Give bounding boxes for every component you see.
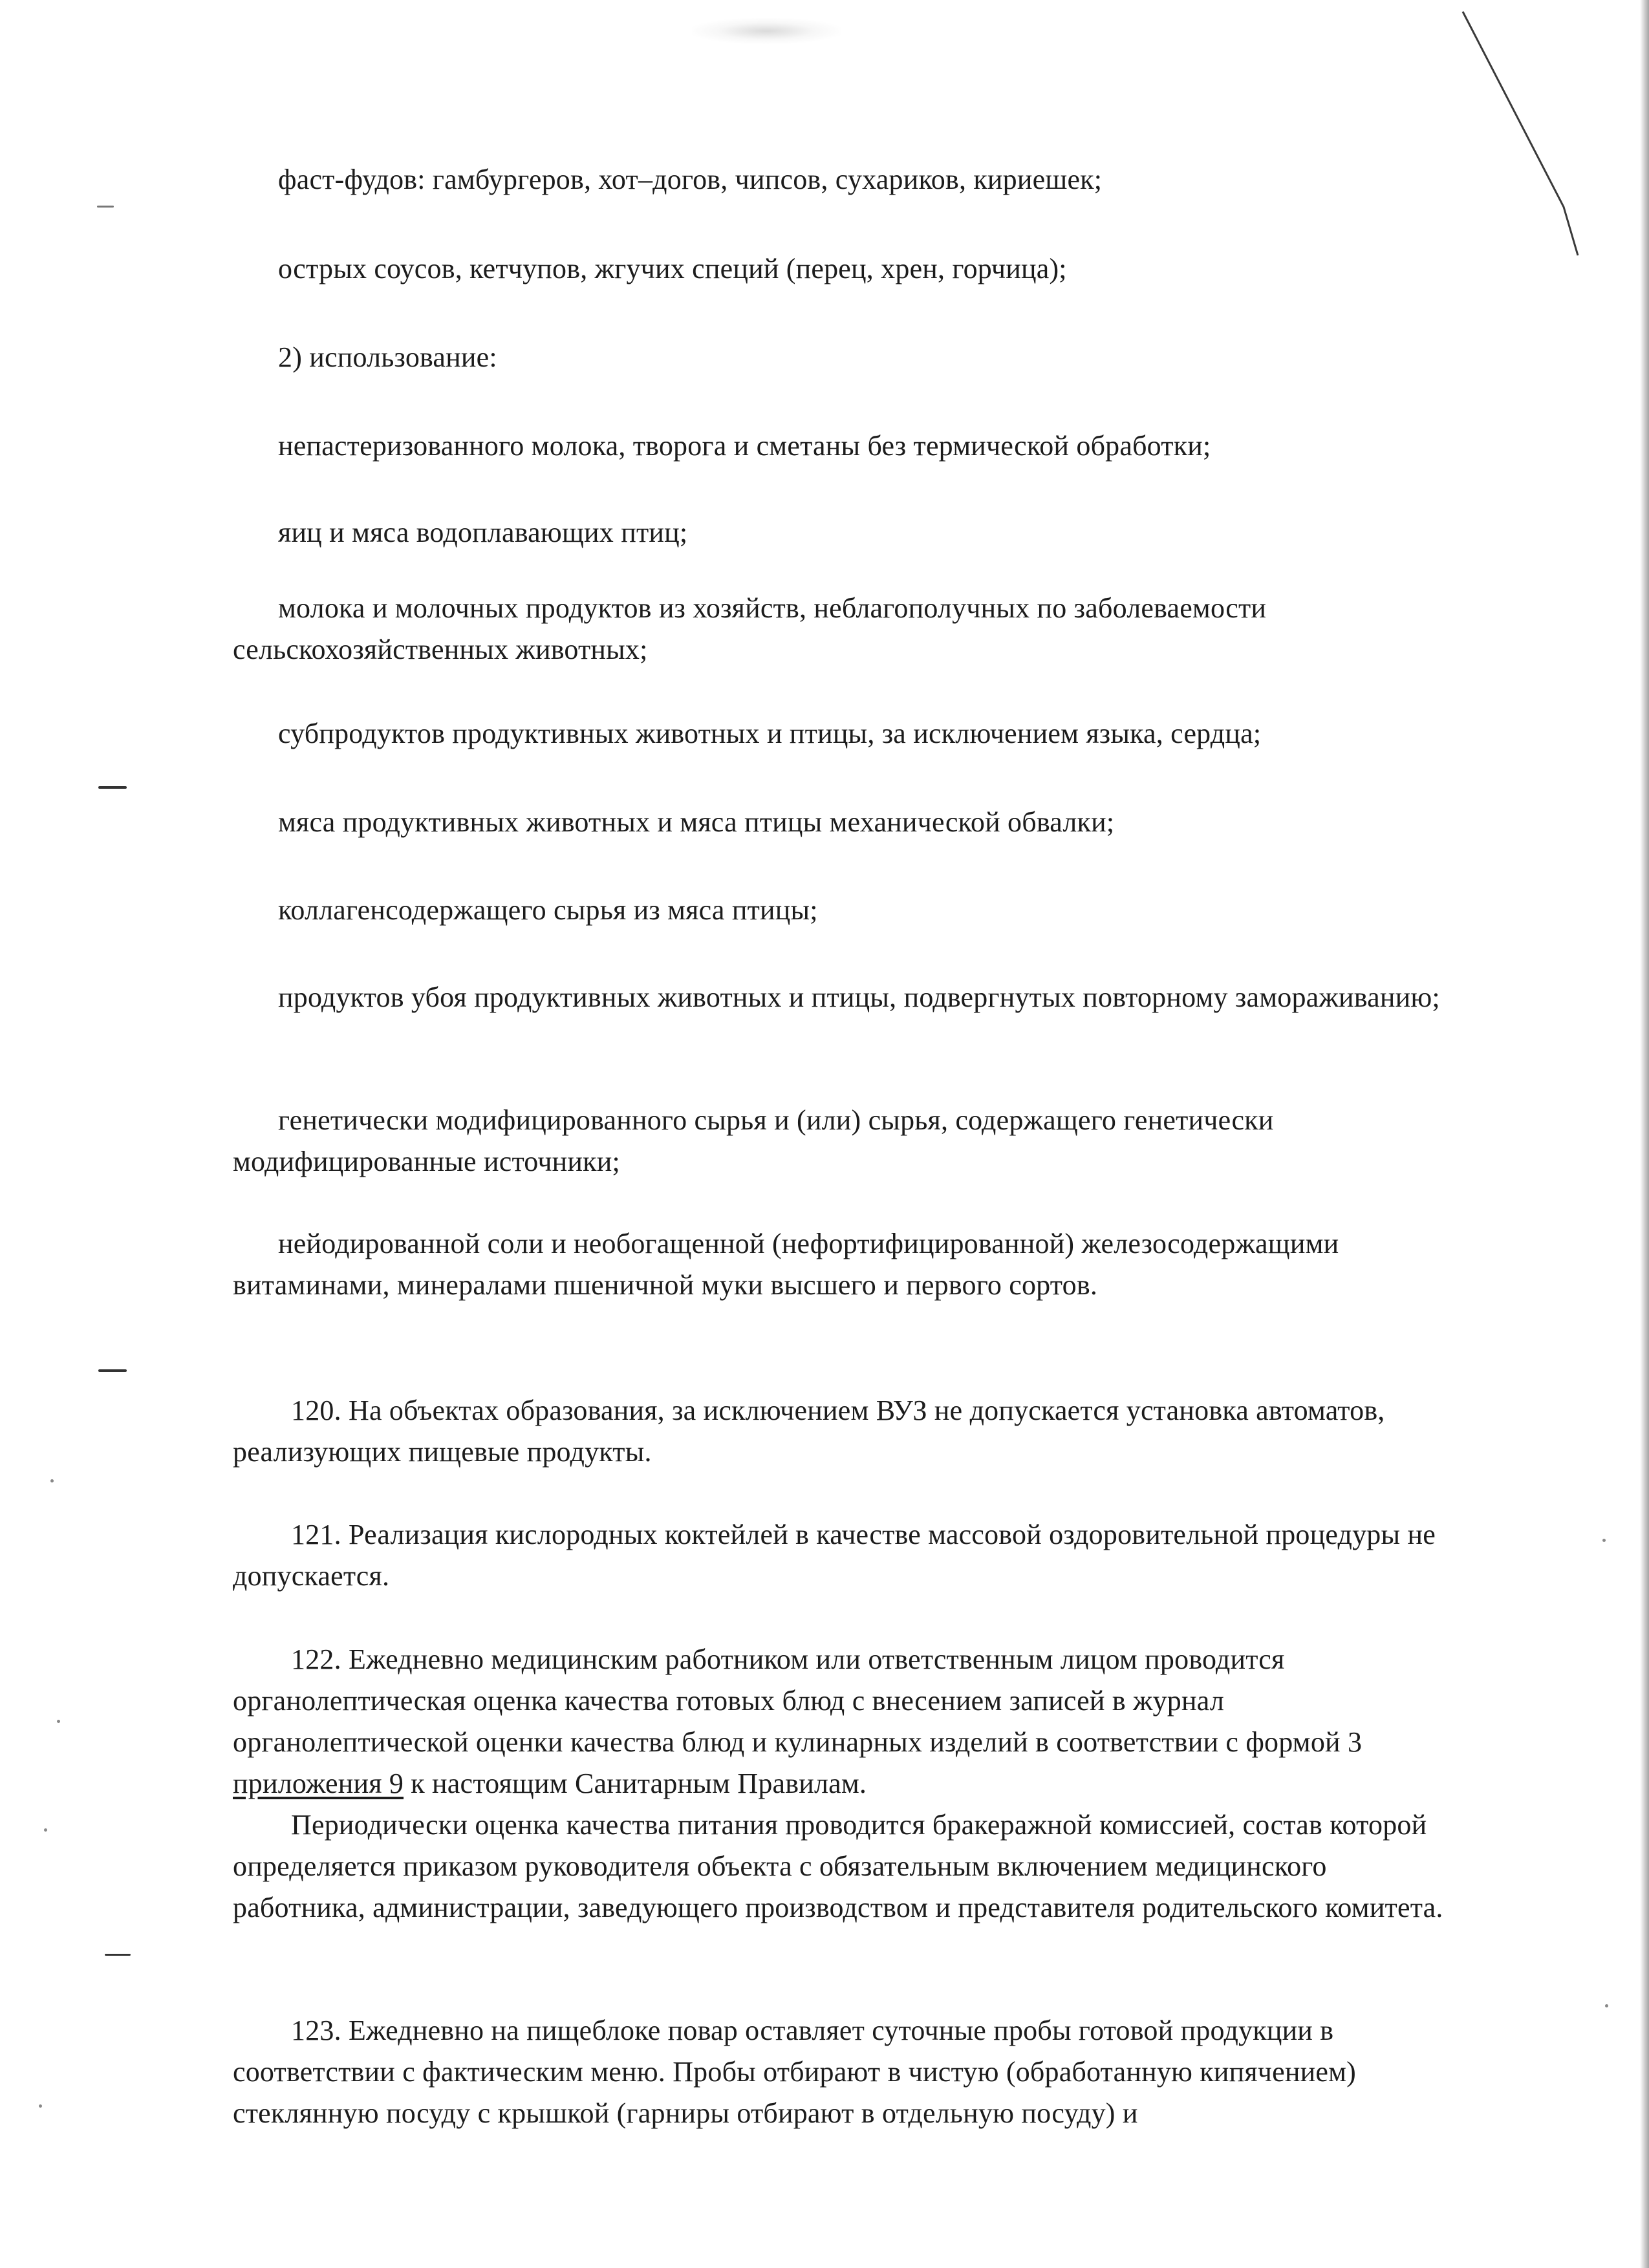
paragraph: острых соусов, кетчупов, жгучих специй (перец, хрен, горчица);	[278, 253, 1067, 284]
binder-mark	[98, 786, 127, 789]
paragraph: коллагенсодержащего сырья из мяса птицы;	[278, 894, 818, 926]
paragraph-text: 122. Ежедневно медицинским работником или ответственным лицом проводится органолептическая оценка качества готовых блюд с внесением записей в журнал органолептической оценки качества блюд и кулинарных изделий в соответствии с формой 3	[233, 1643, 1363, 1758]
scan-dot	[39, 2104, 42, 2108]
scan-dot	[50, 1479, 54, 1482]
paragraph-123: 123. Ежедневно на пищеблоке повар оставляет суточные пробы готовой продукции в соответствии с фактическим меню. Пробы отбирают в чистую (обработанную кипячением) стеклянную посуду с крышкой (гарниры отбирают в отдельную посуду) и	[233, 2015, 1356, 2129]
paragraph: нейодированной соли и необогащенной (нефортифицированной) железосодержащими витаминами, минералами пшеничной муки высшего и первого сортов.	[233, 1228, 1339, 1301]
paragraph: непастеризованного молока, творога и сметаны без термической обработки;	[278, 430, 1211, 462]
binder-mark	[97, 206, 114, 208]
scan-dot	[57, 1720, 60, 1723]
paragraph: молока и молочных продуктов из хозяйств, неблагополучных по заболеваемости сельскохозяйственных животных;	[233, 592, 1267, 665]
paragraph: генетически модифицированного сырья и (или) сырья, содержащего генетически модифицированные источники;	[233, 1104, 1274, 1177]
scan-dot	[44, 1828, 47, 1832]
paragraph-text: к настоящим Санитарным Правилам.	[404, 1768, 867, 1799]
page-edge-shadow	[1640, 0, 1649, 2268]
paragraph-122	[233, 1639, 1449, 1804]
binder-mark	[98, 1369, 127, 1372]
appendix-link[interactable]: приложения 9	[233, 1768, 404, 1799]
paragraph-121: 121. Реализация кислородных коктейлей в качестве массовой оздоровительной процедуры не допускается.	[233, 1519, 1436, 1592]
scan-dot	[1605, 2004, 1608, 2007]
paragraph: фаст-фудов: гамбургеров, хот–догов, чипсов, сухариков, кириешек;	[278, 164, 1103, 195]
paragraph: продуктов убоя продуктивных животных и птицы, подвергнутых повторному замораживанию;	[278, 981, 1440, 1013]
paragraph: яиц и мяса водоплавающих птиц;	[278, 517, 688, 548]
paragraph: мяса продуктивных животных и мяса птицы механической обвалки;	[278, 806, 1115, 838]
paragraph: 2) использование:	[278, 341, 497, 373]
binder-mark	[105, 1954, 131, 1956]
paragraph: субпродуктов продуктивных животных и птицы, за исключением языка, сердца;	[278, 718, 1262, 749]
scan-dot	[1602, 1539, 1606, 1542]
paragraph: Периодически оценка качества питания проводится бракеражной комиссией, состав которой определяется приказом руководителя объекта с обязательным включением медицинского работника, администрации, заведующего производством и представителя родительского комитета.	[233, 1809, 1443, 1923]
paragraph-120: 120. На объектах образования, за исключением ВУЗ не допускается установка автоматов, реализующих пищевые продукты.	[233, 1395, 1385, 1468]
